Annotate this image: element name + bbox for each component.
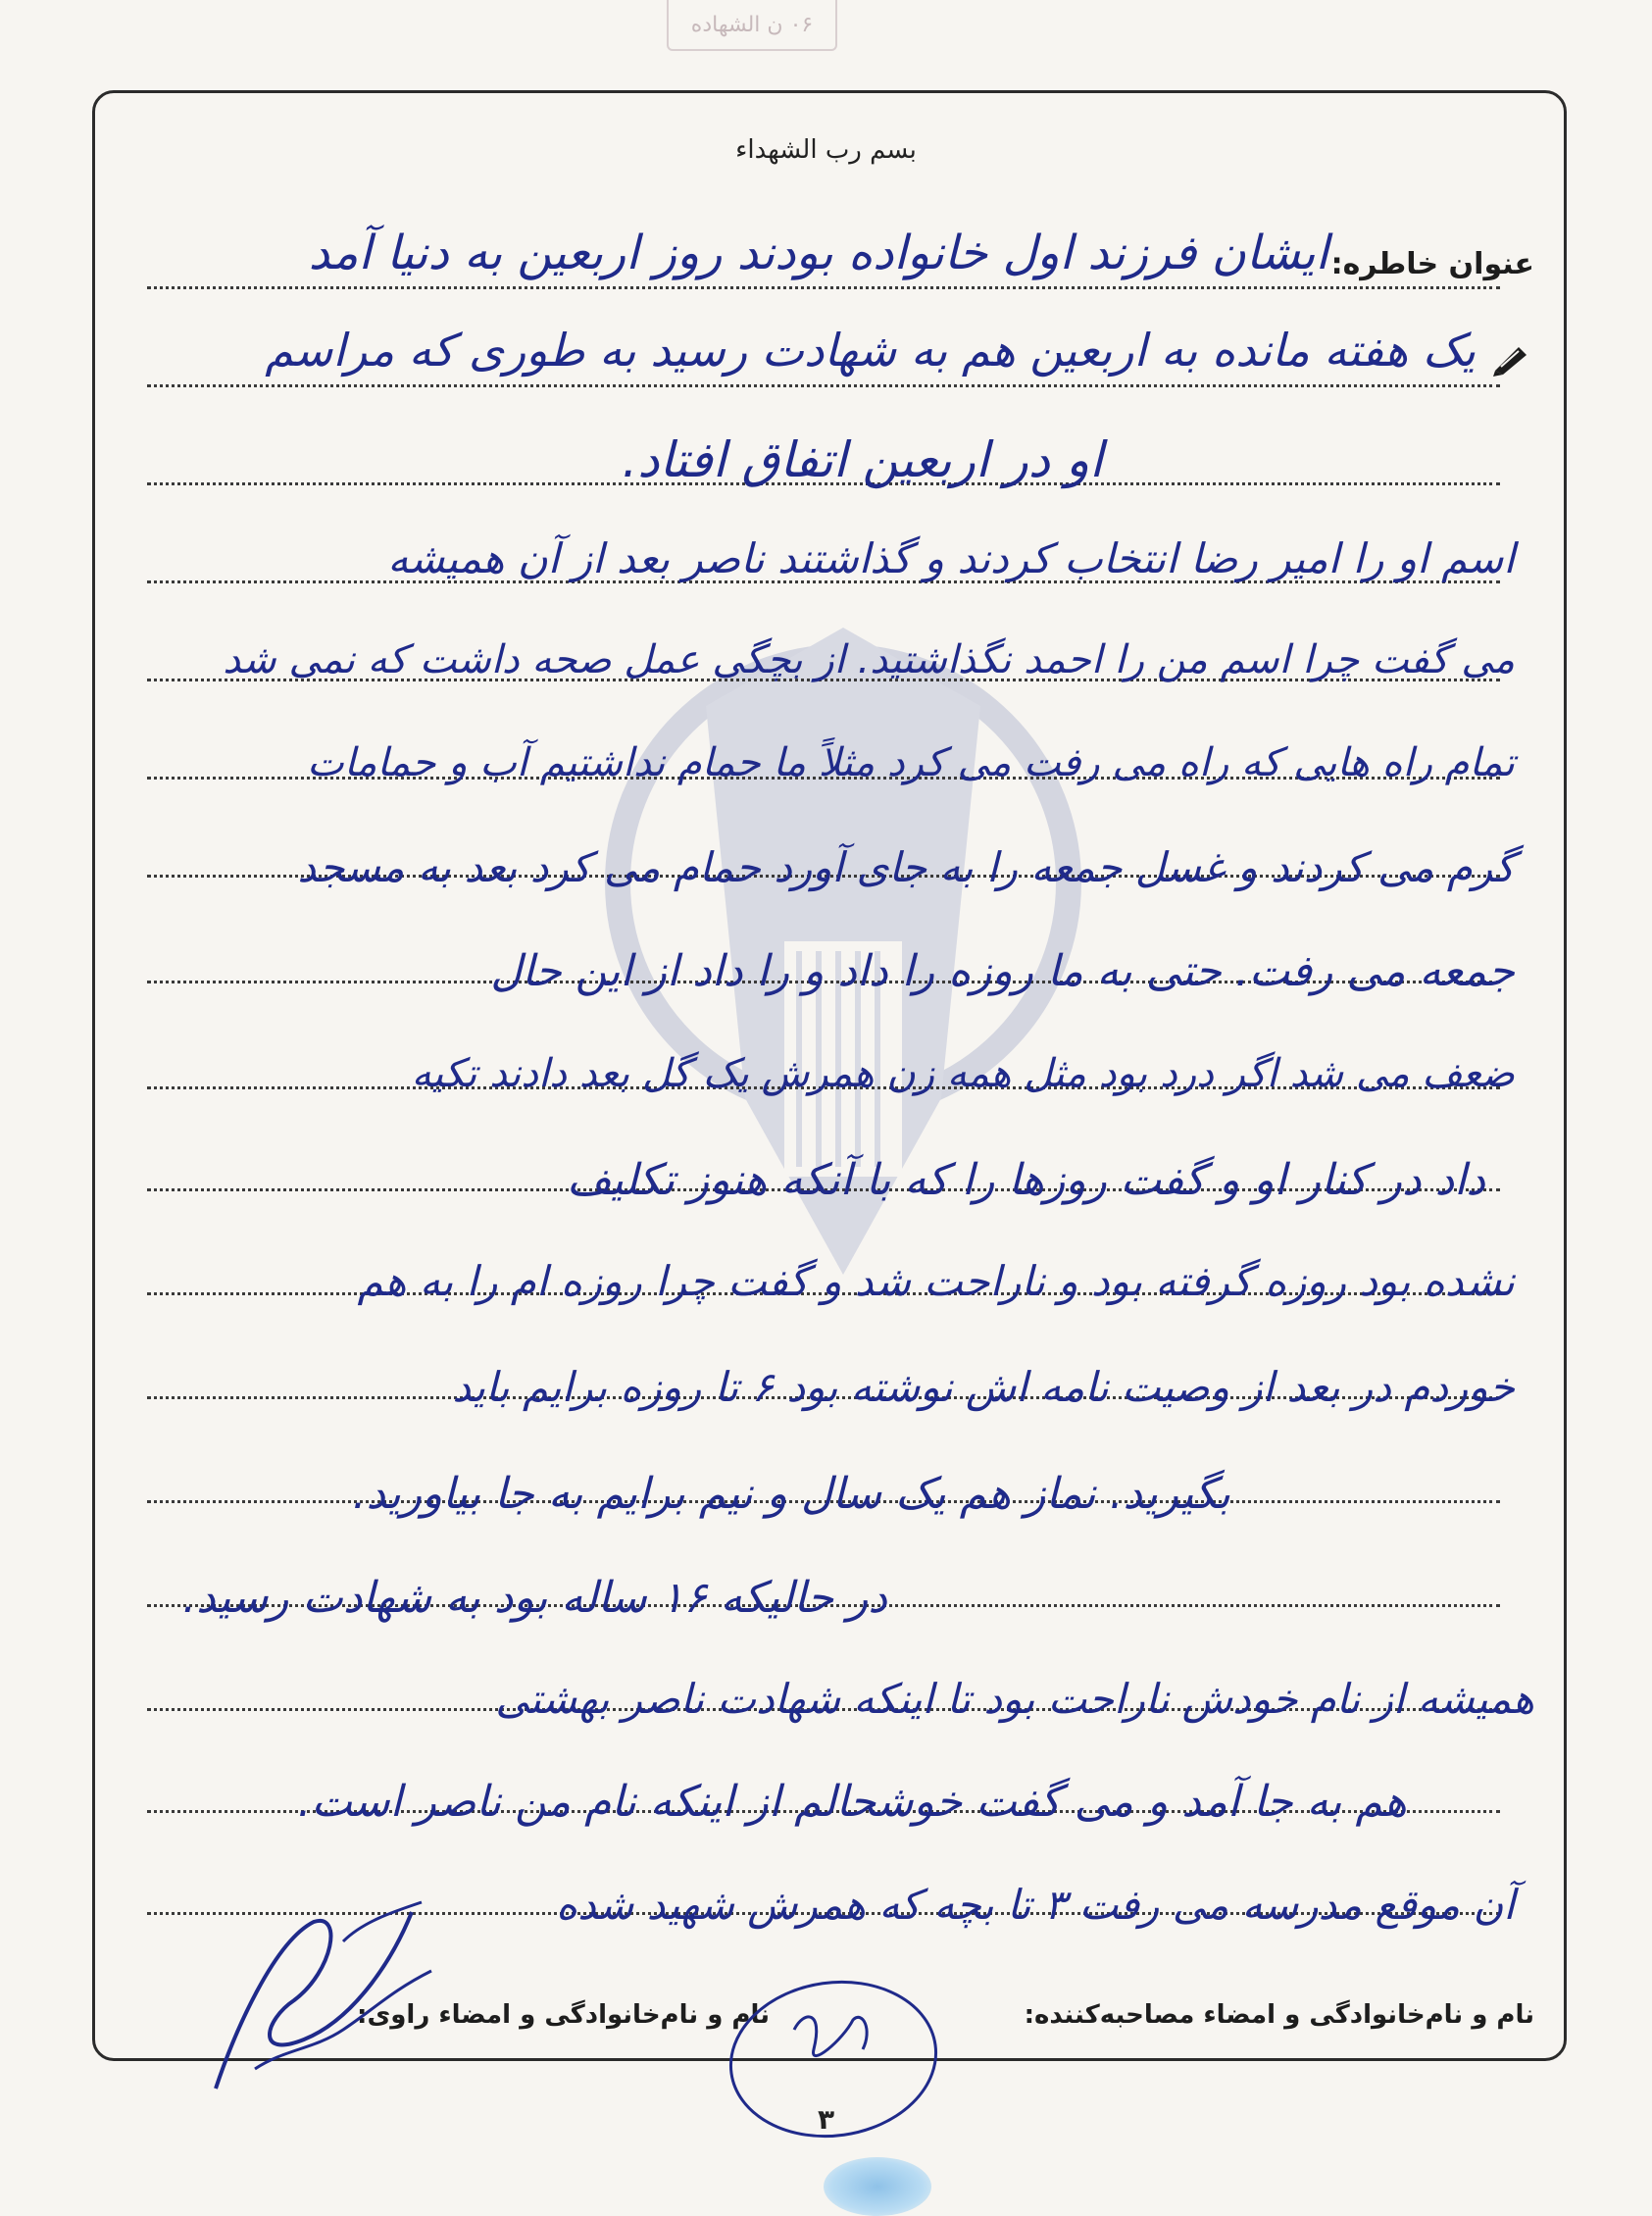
handwritten-line: داد در کنار او و گفت روزها را که با آنکه هنوز تکلیف <box>567 1155 1485 1205</box>
interviewer-signature-label: نام و نام‌خانوادگی و امضاء مصاحبه‌کننده: <box>1024 2000 1534 2030</box>
handwritten-line: نشده بود روزه گرفته بود و ناراحت شد و گفت چرا روزه ام را به هم <box>357 1257 1515 1305</box>
narrator-signature-icon <box>196 1883 451 2108</box>
handwritten-line: هم به جا آمد و می گفت خوشحالم از اینکه نام من ناصر است. <box>297 1777 1407 1827</box>
pencil-icon <box>1491 343 1530 377</box>
handwritten-line: می گفت چرا اسم من را احمد نگذاشتید. از بچگی عمل صحه داشت که نمی شد <box>223 637 1515 682</box>
page-number: ۳ <box>817 2103 835 2136</box>
handwritten-line: بگیرید. نماز هم یک سال و نیم برایم به جا بیاورید. <box>352 1469 1230 1519</box>
handwritten-line: تمام راه هایی که راه می رفت می کرد مثلاً ما حمام نداشتیم آب و حمامات <box>307 740 1515 785</box>
handwritten-line: اسم او را امیر رضا انتخاب کردند و گذاشتند ناصر بعد از آن همیشه <box>387 534 1515 582</box>
ink-smudge <box>824 2157 931 2216</box>
ruled-line <box>147 384 1500 387</box>
handwritten-line: ایشان فرزند اول خانواده بودند روز اربعین به دنیا آمد <box>308 226 1328 280</box>
ruled-line <box>147 286 1500 289</box>
page-title: بسم رب الشهداء <box>735 135 917 165</box>
handwritten-line: در حالیکه ۱۶ ساله بود به شهادت رسید. <box>182 1573 887 1623</box>
narrator-signature-label: نام و نام‌خانوادگی و امضاء راوی: <box>357 2000 770 2030</box>
handwritten-line: جمعه می رفت. حتی به ما روزه را داد و را داد از این حال <box>490 946 1515 996</box>
handwritten-line: خوردم در بعد از وصیت نامه اش نوشته بود ۶ تا روزه برایم باید <box>452 1363 1515 1411</box>
handwritten-line: یک هفته مانده به اربعین هم به شهادت رسید به طوری که مراسم <box>265 324 1476 377</box>
archive-stamp <box>667 0 837 51</box>
handwritten-line: او در اربعین اتفاق افتاد. <box>622 431 1103 488</box>
handwritten-line: آن موقع مدرسه می رفت ۳ تا بچه که همرش شهید شده <box>556 1881 1515 1929</box>
memory-title-row <box>1331 247 1534 281</box>
handwritten-line: ضعف می شد اگر درد بود مثل همه زن همرش یک گل بعد دادند تکیه <box>411 1051 1515 1096</box>
archive-stamp-text: ۰۶ ن الشهاده <box>690 12 814 37</box>
handwritten-line: همیشه از نام خودش ناراحت بود تا اینکه شهادت ناصر بهشتی <box>495 1675 1534 1723</box>
memory-title-label: عنوان خاطره: <box>1330 247 1534 281</box>
handwritten-line: گرم می کردند و غسل جمعه را به جای آورد حمام می کرد بعد به مسجد <box>297 843 1515 891</box>
